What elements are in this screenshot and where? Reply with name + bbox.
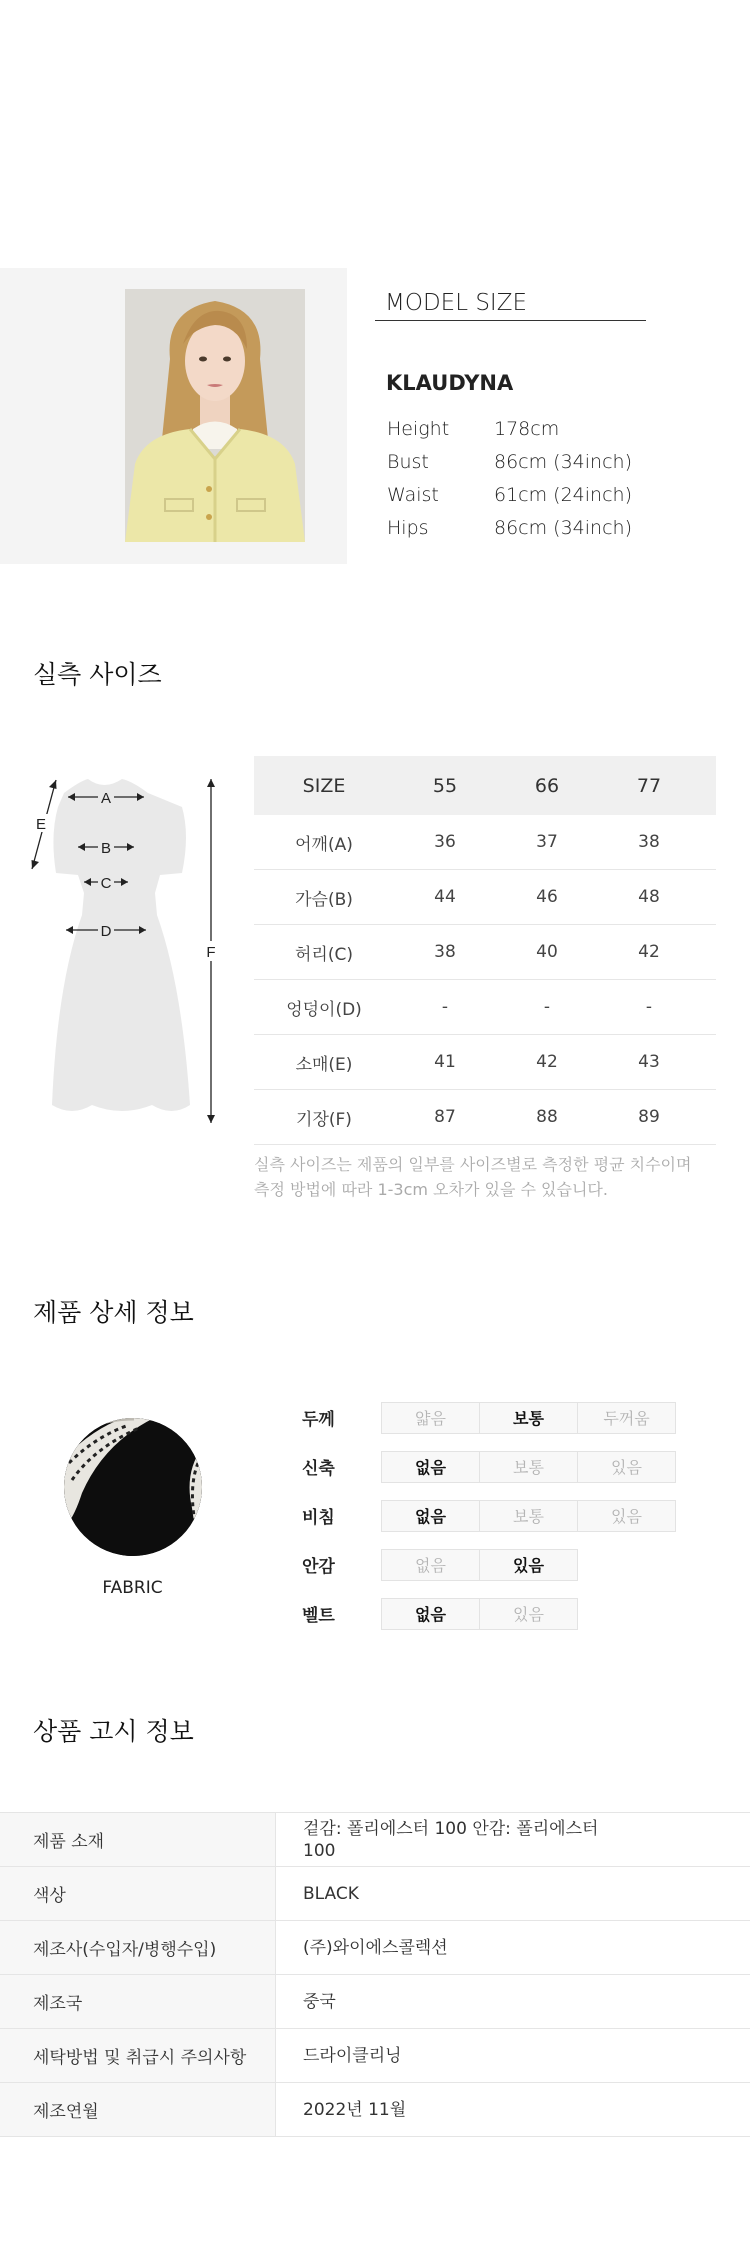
size-cell: 42	[536, 1052, 558, 1072]
detail-option-selected: 없음	[381, 1500, 480, 1532]
size-header-cell: 66	[534, 774, 560, 797]
notice-key: 세탁방법 및 취급시 주의사항	[0, 2029, 276, 2082]
dress-size-diagram	[22, 775, 232, 1135]
notice-value	[276, 1867, 750, 1920]
model-title-underline	[375, 320, 646, 321]
size-header-cell: 55	[432, 774, 458, 797]
size-cell: 40	[536, 942, 558, 962]
detail-option: 얇음	[381, 1402, 480, 1434]
model-row-height	[387, 412, 632, 445]
notice-row-date	[0, 2083, 750, 2137]
notice-value-text: 겉감: 폴리에스터 100 안감: 폴리에스터 100	[303, 1818, 599, 1861]
size-cell: 88	[536, 1107, 558, 1127]
notice-value	[276, 1813, 750, 1866]
measure-value: 86cm (34inch)	[494, 516, 632, 539]
size-table-header	[254, 756, 716, 815]
detail-option-selected: 있음	[479, 1549, 578, 1581]
size-row-shoulder	[254, 815, 716, 870]
size-cell: 36	[434, 832, 456, 852]
size-cell: 89	[638, 1107, 660, 1127]
notice-key: 제조국	[0, 1975, 276, 2028]
detail-label: 안감	[302, 1557, 335, 1577]
model-row-hips	[387, 511, 632, 544]
size-row-hip	[254, 980, 716, 1035]
size-row-chest	[254, 870, 716, 925]
model-photo	[125, 289, 305, 542]
diagram-label-b: B	[100, 840, 112, 857]
measure-value: 61cm (24inch)	[494, 483, 632, 506]
measure-label: Height	[387, 417, 450, 440]
size-row-waist	[254, 925, 716, 980]
detail-option: 없음	[381, 1549, 480, 1581]
detail-section-title: 제품 상세 정보	[33, 1298, 194, 1327]
size-note-line: 실측 사이즈는 제품의 일부를 사이즈별로 측정한 평균 치수이며	[254, 1155, 692, 1174]
detail-option-selected: 보통	[479, 1402, 578, 1434]
diagram-label-d: D	[100, 923, 112, 940]
measure-label: Waist	[387, 483, 439, 506]
measure-label: Hips	[387, 516, 429, 539]
measure-label: Bust	[387, 450, 429, 473]
size-row-label: 기장(F)	[296, 1109, 352, 1130]
notice-value	[276, 1921, 750, 1974]
detail-option: 두꺼움	[577, 1402, 676, 1434]
size-section-title: 실측 사이즈	[33, 660, 162, 689]
detail-label: 두께	[302, 1410, 335, 1430]
notice-value-text: 중국	[303, 1991, 336, 2012]
model-size-title: MODEL SIZE	[385, 290, 527, 316]
detail-option: 보통	[479, 1451, 578, 1483]
notice-section-title: 상품 고시 정보	[33, 1717, 194, 1746]
detail-option-selected: 없음	[381, 1451, 480, 1483]
notice-value	[276, 1975, 750, 2028]
size-cell: 37	[536, 832, 558, 852]
fabric-label: FABRIC	[102, 1578, 163, 1598]
size-cell: 42	[638, 942, 660, 962]
notice-value-text: BLACK	[303, 1883, 359, 1904]
model-row-waist	[387, 478, 632, 511]
model-name: KLAUDYNA	[386, 371, 514, 395]
size-cell: 48	[638, 887, 660, 907]
size-cell: -	[645, 997, 653, 1017]
detail-row-belt	[302, 1589, 676, 1638]
measure-value: 178cm	[494, 417, 560, 440]
notice-table	[0, 1812, 750, 2137]
detail-label: 벨트	[302, 1606, 335, 1626]
detail-attributes	[302, 1393, 676, 1638]
notice-value	[276, 2029, 750, 2082]
detail-option: 보통	[479, 1500, 578, 1532]
model-measurements	[387, 412, 632, 544]
size-row-label: 가슴(B)	[295, 889, 353, 910]
detail-row-stretch	[302, 1442, 676, 1491]
notice-value	[276, 2083, 750, 2136]
size-note-line: 측정 방법에 따라 1-3cm 오차가 있을 수 있습니다.	[254, 1180, 608, 1199]
model-size-section	[0, 268, 750, 564]
notice-value-text: 2022년 11월	[303, 2099, 407, 2120]
detail-row-thickness	[302, 1393, 676, 1442]
size-note	[254, 1152, 691, 1202]
detail-option: 있음	[577, 1500, 676, 1532]
detail-row-lining	[302, 1540, 676, 1589]
detail-option-selected: 없음	[381, 1598, 480, 1630]
detail-label: 비침	[302, 1508, 335, 1528]
diagram-label-a: A	[100, 790, 112, 807]
size-cell: 41	[434, 1052, 456, 1072]
notice-value-text: 드라이클리닝	[303, 2045, 402, 2066]
size-cell: 43	[638, 1052, 660, 1072]
size-table	[254, 756, 716, 1145]
detail-option: 있음	[577, 1451, 676, 1483]
detail-label: 신축	[302, 1459, 335, 1479]
diagram-label-f: F	[206, 944, 216, 961]
notice-key: 제조연월	[0, 2083, 276, 2136]
diagram-label-c: C	[100, 875, 112, 892]
size-row-label: 소매(E)	[295, 1054, 353, 1075]
diagram-label-e: E	[35, 816, 47, 833]
size-header-cell: SIZE	[302, 774, 346, 797]
measure-value: 86cm (34inch)	[494, 450, 632, 473]
notice-key: 제조사(수입자/병행수입)	[0, 1921, 276, 1974]
size-row-length	[254, 1090, 716, 1145]
detail-option: 있음	[479, 1598, 578, 1630]
size-cell: -	[543, 997, 551, 1017]
notice-row-material	[0, 1813, 750, 1867]
fabric-swatch	[64, 1418, 202, 1556]
size-cell: 44	[434, 887, 456, 907]
notice-key: 제품 소재	[0, 1813, 276, 1866]
size-header-cell: 77	[636, 774, 662, 797]
size-row-label: 허리(C)	[295, 944, 353, 965]
notice-key: 색상	[0, 1867, 276, 1920]
notice-row-care	[0, 2029, 750, 2083]
size-cell: 46	[536, 887, 558, 907]
notice-value-text: (주)와이에스콜렉션	[303, 1937, 448, 1958]
size-cell: -	[441, 997, 449, 1017]
size-cell: 38	[638, 832, 660, 852]
notice-row-manufacturer	[0, 1921, 750, 1975]
model-row-bust	[387, 445, 632, 478]
size-row-label: 엉덩이(D)	[286, 999, 362, 1020]
notice-row-color	[0, 1867, 750, 1921]
notice-row-country	[0, 1975, 750, 2029]
detail-row-sheerness	[302, 1491, 676, 1540]
size-row-sleeve	[254, 1035, 716, 1090]
size-row-label: 어깨(A)	[295, 834, 353, 855]
size-cell: 87	[434, 1107, 456, 1127]
size-cell: 38	[434, 942, 456, 962]
